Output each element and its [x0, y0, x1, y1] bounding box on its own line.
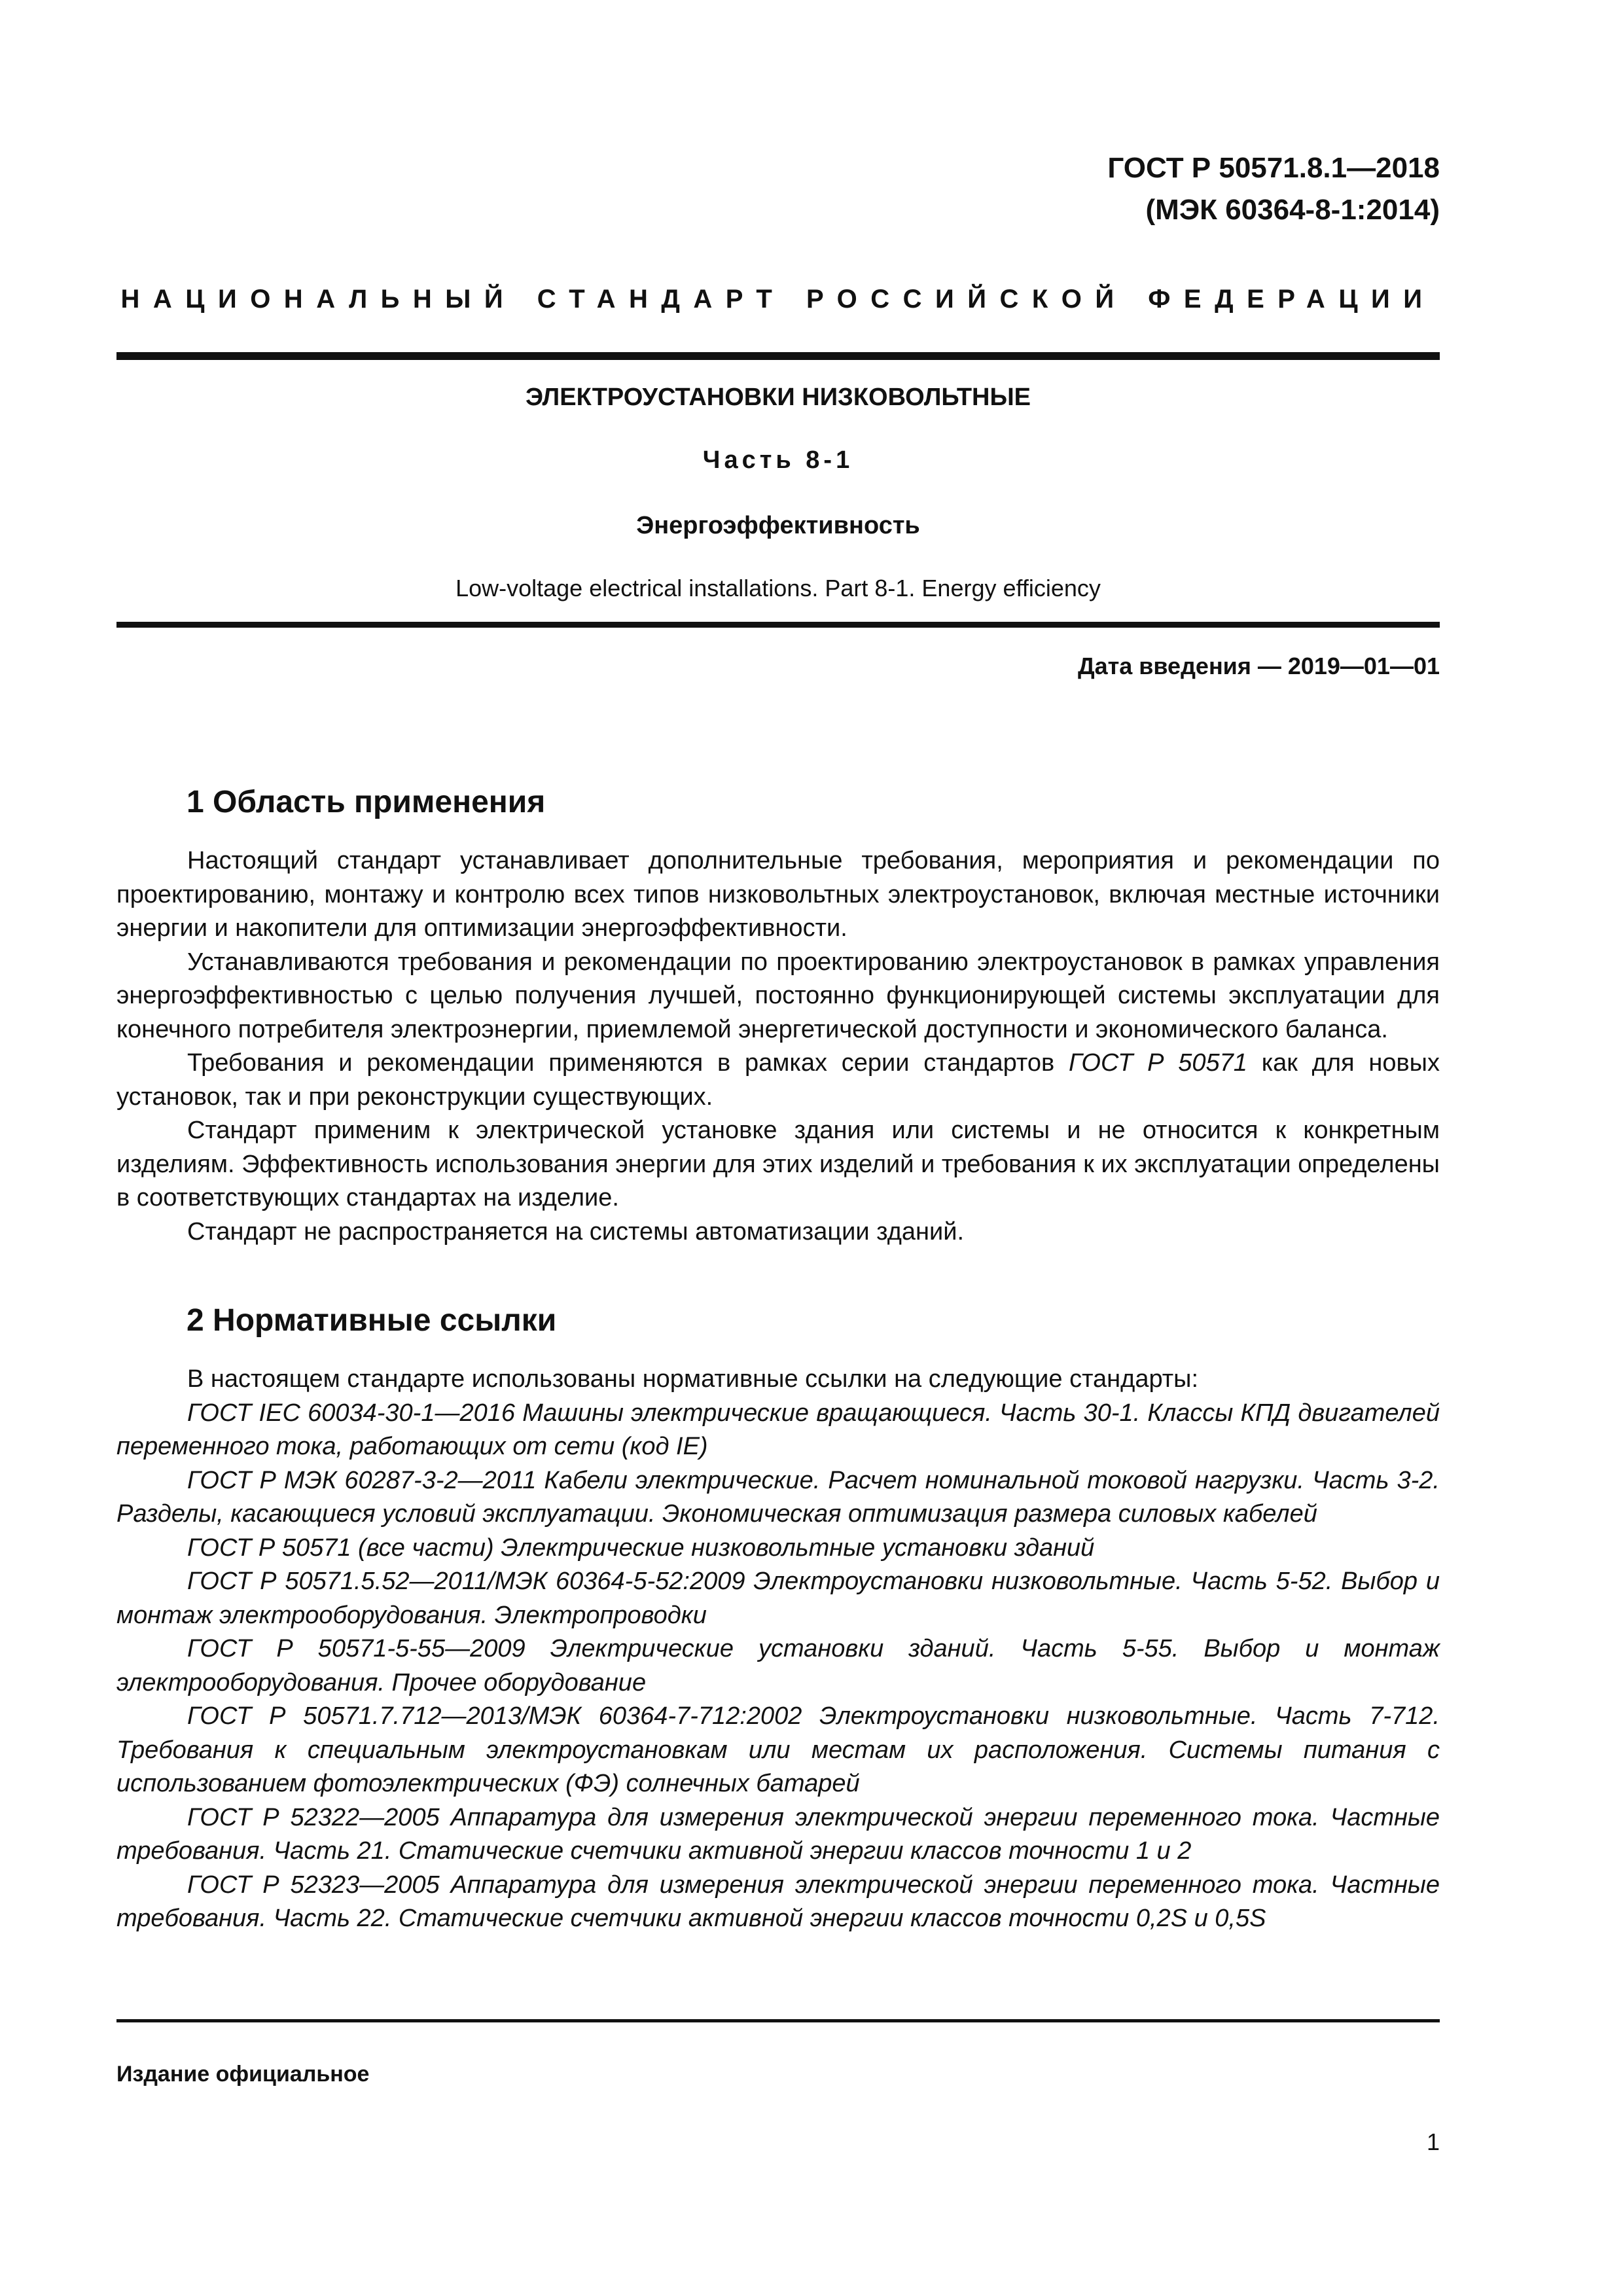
page-number: 1 — [1426, 2128, 1440, 2155]
national-standard-title: НАЦИОНАЛЬНЫЙ СТАНДАРТ РОССИЙСКОЙ ФЕДЕРАЦИИ — [120, 285, 1436, 314]
reference-entry: ГОСТ Р 52323—2005 Аппаратура для измерения электрической энергии переменного тока. Частные требования. Часть 22. Статические счетчики активной энергии классов точности 0,2S и 0,5S — [116, 1871, 1440, 1932]
reference-entry: ГОСТ IEC 60034-30-1—2016 Машины электрические вращающиеся. Часть 30-1. Классы КПД двигателей переменного тока, работающих от сети (код IE) — [116, 1399, 1440, 1460]
section-1-paragraph — [116, 1047, 1440, 1114]
reference-entry: ГОСТ Р 52322—2005 Аппаратура для измерения электрической энергии переменного тока. Частные требования. Часть 21. Статические счетчики активной энергии классов точности 1 и 2 — [116, 1803, 1440, 1865]
reference-entry: ГОСТ Р 50571-5-55—2009 Электрические установки зданий. Часть 5-55. Выбор и монтаж электрооборудования. Прочее оборудование — [116, 1635, 1440, 1696]
section-1-body — [116, 844, 1440, 1249]
standard-reference: ГОСТ Р 50571 — [1069, 1049, 1247, 1077]
introduction-date: Дата введения — 2019—01—01 — [1077, 653, 1440, 679]
section-1-paragraph: Стандарт не распространяется на системы автоматизации зданий. — [187, 1217, 964, 1246]
standard-part: Часть 8-1 — [702, 446, 854, 474]
section-1-paragraph: Устанавливаются требования и рекомендации по проектированию электроустановок в рамках управления энергоэффективностью с целью получения лучшей, постоянно функционирующей системы эксплуатации для конечного потребителя электроэнергии, приемлемой энергетической доступности и экономического баланса. — [116, 948, 1440, 1043]
reference-entry: ГОСТ Р 50571.7.712—2013/МЭК 60364-7-712:2002 Электроустановки низковольтные. Часть 7-712. Требования к специальным электроустановкам или местам их расположения. Системы питания с использованием фотоэлектрических (ФЭ) солнечных батарей — [116, 1702, 1440, 1797]
document-id-block — [851, 147, 1440, 231]
paragraph-text: Требования и рекомендации применяются в рамках серии стандартов — [187, 1049, 1069, 1077]
standard-subtitle: Энергоэффективность — [636, 512, 920, 539]
reference-entry: ГОСТ Р 50571 (все части) Электрические низковольтные установки зданий — [187, 1534, 1095, 1562]
reference-entry: ГОСТ Р МЭК 60287-3-2—2011 Кабели электрические. Расчет номинальной токовой нагрузки. Часть 3-2. Разделы, касающиеся условий эксплуатации. Экономическая оптимизация размера силовых кабелей — [116, 1466, 1440, 1528]
footer-divider — [116, 2019, 1440, 2022]
standard-title: ЭЛЕКТРОУСТАНОВКИ НИЗКОВОЛЬТНЫЕ — [525, 384, 1031, 411]
paragraph-text: как для новых установок, так и при реконструкции существующих. — [116, 1049, 1440, 1111]
section-1-paragraph: Стандарт применим к электрической установке здания или системы и не относится к конкретным изделиям. Эффективность использования энергии для этих изделий и требования к их эксплуатации определены в соответствующих стандартах на изделие. — [116, 1117, 1440, 1211]
reference-entry: ГОСТ Р 50571.5.52—2011/МЭК 60364-5-52:2009 Электроустановки низковольтные. Часть 5-52. Выбор и монтаж электрооборудования. Электропроводки — [116, 1568, 1440, 1629]
title-divider — [116, 622, 1440, 628]
doc-equivalent: (МЭК 60364-8-1:2014) — [1145, 194, 1440, 226]
section-1-paragraph: Настоящий стандарт устанавливает дополнительные требования, мероприятия и рекомендации по проектированию, монтажу и контролю всех типов низковольтных электроустановок, включая местные источники энергии и накопители для оптимизации энергоэффективности. — [116, 847, 1440, 942]
section-1-heading: 1 Область применения — [187, 785, 546, 819]
top-divider — [116, 352, 1440, 360]
english-title: Low-voltage electrical installations. Part 8-1. Energy efficiency — [455, 575, 1101, 601]
doc-number: ГОСТ Р 50571.8.1—2018 — [1107, 152, 1440, 184]
section-2-body — [116, 1363, 1440, 1936]
official-edition-label: Издание официальное — [116, 2062, 370, 2087]
section-2-intro: В настоящем стандарте использованы нормативные ссылки на следующие стандарты: — [187, 1365, 1199, 1393]
section-2-heading: 2 Нормативные ссылки — [187, 1303, 557, 1338]
